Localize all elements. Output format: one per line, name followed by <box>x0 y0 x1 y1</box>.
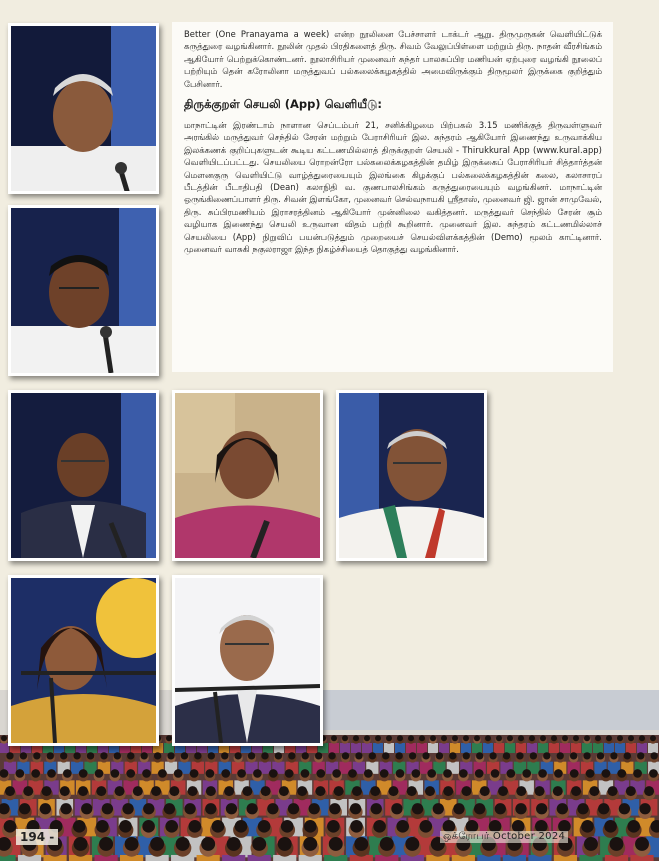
speaker-photo-5 <box>336 390 487 561</box>
issue-month: ஒக்ரோபர் October 2024 <box>440 831 568 843</box>
speaker-photo-2 <box>8 205 159 376</box>
article-text-box <box>172 22 613 372</box>
page-number: 194 - <box>16 829 58 845</box>
speaker-photo-7 <box>172 575 323 746</box>
speaker-photo-6 <box>8 575 159 746</box>
article-paragraph-1: Better (One Pranayama a week) என்ற நூலினை பேச்சாளர் டாக்டர் ஆறு. திருமுருகன் வெளியிட்டுக் கருத்துரை வழங்கினார். நூலின் முதல் பிரதிகளைத் திரு. சிவம் வேலுப்பிள்ளை மற்றும் திரு. நாதன் வீரசிங்கம் ஆகியோர் பெற்றுக்கொண்டனர். நூலாசிரியர் முனைவர் சுந்தர் பாலசுப்பிர மணியன் ஏற்புரை வழங்கி நூலைப் பற்றியும் தென் கரோலினா மருத்துவப் பல்கலைக்கழகத்தில் அமைவிருக்கும் திருமூலர் இருக்கை குறித்தும் பேசினார். <box>184 29 602 89</box>
article-paragraph-2: மாநாட்டின் இரண்டாம் நாளான செப்டம்பர் 21, சனிக்கிழமை பிற்பகல் 3.15 மணிக்குத் திருவள்ளுவர் அரங்கில் மருத்துவர் செந்தில் சேரன் மற்றும் பேராசிரியர் இல. சுந்தரம் ஆகியோர் இணைந்து உருவாக்கிய இலக்கணக் குறிப்புகளுடன் கூடிய கட்டணமில்லாத் திருக்குறள் செயலி - Thirukkural App (www.kural.app) வெளியிடப்பட்டது. செயலியை ரொறன்ரோ பல்கலைக்கழகத்தின் தமிழ் இருக்கைப் பேராசிரியர் சித்தார்த்தன் மௌனகுரு வெளியிட்டு வாழ்த்துரையையும் இலங்கை கிழக்குப் பல்கலைக்கழகத்தின் கலை, கலாசாரப் பீடத்தின் பீடாதிபதி (Dean) கலாநிதி வ. குணபாலசிங்கம் கருத்துரையையும் வழங்கினர். மாநாட்டின் ஒருங்கிணைப்பாளர் திரு. சிவன் இளங்கோ, முனைவர் செல்வநாயகி ஸ்ரீதாஸ், முனைவர் ஜி. ஜான் சாமுவேல், திரு. சுப்பிரமணியம் இராசரத்தினம் ஆகியோர் முன்னிலை வகித்தனர். மருத்துவர் செந்தில் சேரன் சூம் வழியாக இணைந்து செயலி உருவான விதம் பற்றி கூறினார். முனைவர் இல. சுந்தரம் கட்டணமில்லாச் செயலியை (App) நிறுவிப் பயன்படுத்தும் முறையைச் செயல்விளக்கத்தின் (Demo) மூலம் காட்டினார். முனைவர் வாசுகி நகுலராஜா இந்த நிகழ்ச்சியைத் தொகுத்து வழங்கினார். <box>184 120 602 255</box>
speaker-photo-1 <box>8 23 159 194</box>
section-heading: திருக்குறள் செயலி (App) வெளியீடு: <box>184 97 382 112</box>
speaker-photo-4 <box>172 390 323 561</box>
speaker-photo-3 <box>8 390 159 561</box>
